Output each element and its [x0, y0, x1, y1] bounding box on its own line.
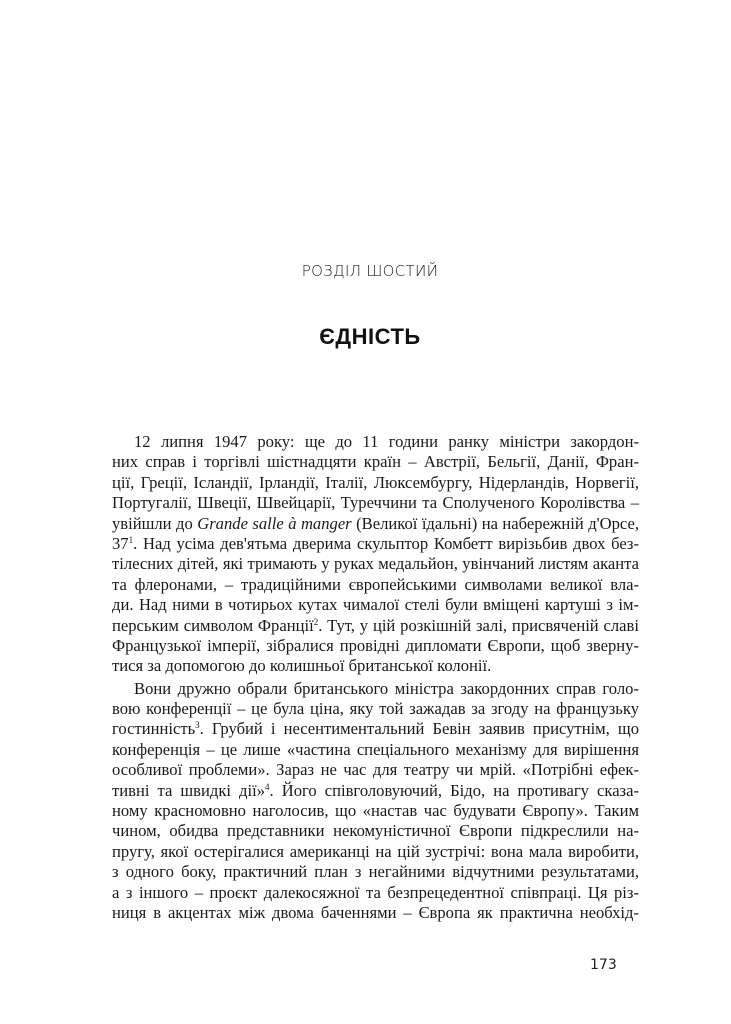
text-line	[112, 534, 639, 554]
text-span: . Над усіма дев'ятьма дверима скульптор Комбетт вирізьбив двох без-	[133, 533, 639, 553]
text-span: Французької імперії, зібралися провідні дипломати Європи, щоб зверну-	[112, 635, 639, 655]
text-span: . Тут, у цій розкішній залі, присвяченій славі	[318, 615, 639, 635]
text-line	[112, 575, 639, 595]
text-span: Португалії, Швеції, Швейцарії, Туреччини та Сполученого Королівства –	[112, 493, 639, 513]
text-span: них справ і торгівлі шістнадцяти країн – Австрії, Бельгії, Данії, Фран-	[112, 452, 639, 472]
text-span: (Великої їдальні) на набережній д'Орсе,	[351, 513, 639, 533]
text-span: перським символом Франції	[112, 615, 314, 635]
chapter-label: РОЗДІЛ ШОСТИЙ	[301, 262, 439, 280]
text-line	[112, 452, 639, 472]
text-line	[112, 719, 639, 739]
text-line	[112, 432, 639, 452]
paragraph	[112, 679, 639, 924]
text-span: гостинність	[112, 719, 196, 739]
text-line	[112, 514, 639, 534]
text-line	[112, 473, 639, 493]
text-span: а з іншого – проєкт далекосяжної та безпрецедентної співпраці. Ця різ-	[112, 882, 639, 902]
text-line	[112, 821, 639, 841]
footnote-ref: 1	[128, 534, 134, 545]
text-line	[112, 862, 639, 882]
text-span: тивні та швидкі дії»	[112, 780, 266, 800]
text-span: 12 липня 1947 року: ще до 11 години ранку міністри закордон-	[134, 432, 639, 451]
text-line	[112, 699, 639, 719]
text-span: . Грубий і несентиментальний Бевін заявив присутнім, що	[199, 719, 639, 739]
text-span: вою конференції – це була ціна, яку той зажадав за згоду на французьку	[112, 699, 639, 719]
paragraph	[112, 432, 639, 677]
chapter-title: ЄДНІСТЬ	[319, 324, 421, 349]
text-line	[112, 554, 639, 574]
text-span: 37	[112, 533, 129, 553]
text-line	[112, 679, 639, 699]
text-span: ди. Над ними в чотирьох кутах чималої стелі були вміщені картуші з ім-	[112, 595, 639, 615]
text-line	[112, 883, 639, 903]
text-line	[112, 740, 639, 760]
text-line	[112, 781, 639, 801]
text-span: Вони дружно обрали британського міністра закордонних справ голо-	[134, 678, 639, 698]
text-line	[112, 636, 639, 656]
text-line	[112, 656, 639, 676]
text-line	[112, 760, 639, 780]
text-line	[112, 616, 639, 636]
text-line	[112, 801, 639, 821]
text-span: увійшли до	[112, 513, 198, 533]
text-span: з одного боку, практичний план з негайними відчутними результатами,	[112, 862, 639, 882]
text-span: ції, Греції, Ісландії, Ірландії, Італії, Люксембургу, Нідерландів, Норвегії,	[112, 472, 639, 492]
text-line	[112, 595, 639, 615]
body-text	[112, 432, 639, 923]
page-number: 173	[590, 957, 617, 973]
footnote-ref: 4	[265, 781, 270, 792]
text-span: конференція – це лише «частина спеціального механізму для вирішення	[112, 739, 639, 759]
text-span: тілесних дітей, які тримають у руках медальйон, увінчаний листям аканта	[112, 554, 639, 574]
footnote-ref: 3	[195, 720, 200, 731]
footnote-ref: 2	[313, 616, 319, 627]
text-span: особливої проблеми». Зараз не час для театру чи мрій. «Потрібні ефек-	[112, 760, 639, 780]
text-line	[112, 842, 639, 862]
text-span: та флеронами, – традиційними європейськими символами великої вла-	[112, 574, 639, 594]
text-line	[112, 903, 639, 923]
text-span: чином, обидва представники некомуністичної Європи підкреслили на-	[112, 821, 639, 841]
italic-text: Grande salle à manger	[197, 513, 352, 533]
text-span: пругу, якої остерігалися американці на цій зустрічі: вона мала виробити,	[112, 841, 639, 861]
text-span: . Його співголовуючий, Бідо, на противагу сказа-	[269, 780, 640, 800]
text-span: ниця в акцентах між двома баченнями – Європа як практична необхід-	[112, 902, 639, 922]
text-line	[112, 493, 639, 513]
text-span: ному красномовно наголосив, що «настав час будувати Європу». Таким	[112, 801, 639, 821]
text-span: тися за допомогою до колишньої британської колонії.	[112, 656, 492, 676]
